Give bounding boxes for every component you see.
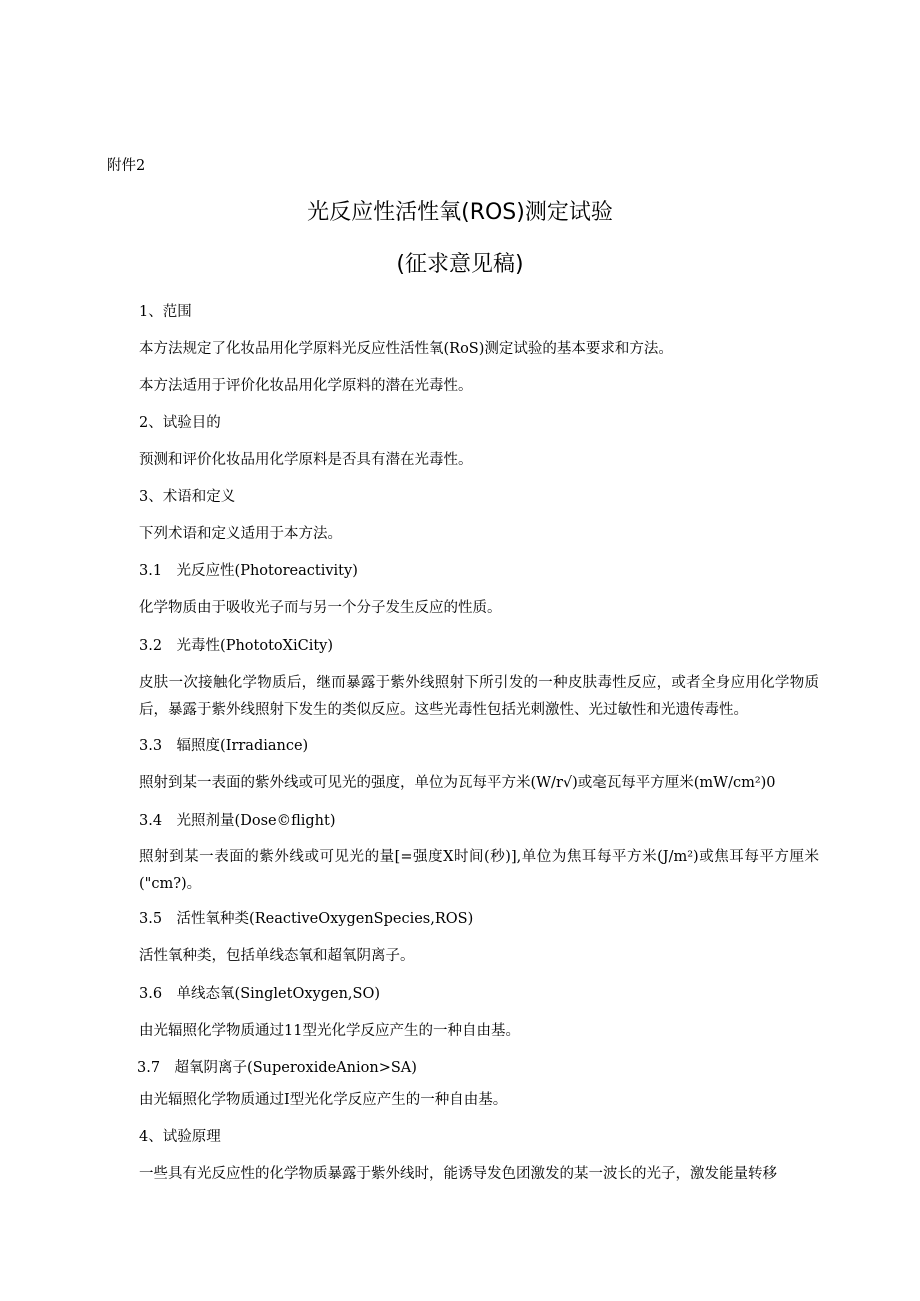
term-3-1-text: 化学物质由于吸收光子而与另一个分子发生反应的性质。	[139, 600, 502, 616]
term-3-7-heading: 3.7 超氧阴离子(SuperoxideAnion>SA)	[137, 1060, 417, 1076]
term-3-6-heading: 3.6 单线态氧(SingletOxygen,SO)	[139, 986, 380, 1002]
section-3-paragraph-1: 下列术语和定义适用于本方法。	[139, 526, 342, 542]
section-1-paragraph-2: 本方法适用于评价化妆品用化学原料的潜在光毒性。	[139, 378, 473, 394]
attachment-label: 附件2	[107, 158, 146, 174]
document-title: 光反应性活性氧(ROS)测定试验	[307, 200, 613, 225]
term-3-6-text: 由光辐照化学物质通过11型光化学反应产生的一种自由基。	[139, 1023, 520, 1039]
section-4-heading: 4、试验原理	[139, 1129, 221, 1145]
term-3-1-heading: 3.1 光反应性(Photoreactivity)	[139, 563, 358, 579]
section-3-heading: 3、术语和定义	[139, 489, 236, 505]
section-1-heading: 1、范围	[139, 304, 192, 320]
section-4-paragraph-1: 一些具有光反应性的化学物质暴露于紫外线时，能诱导发色团激发的某一波长的光子，激发能量转移	[139, 1166, 777, 1182]
term-3-7-text: 由光辐照化学物质通过I型光化学反应产生的一种自由基。	[139, 1092, 508, 1108]
term-3-2-text: 皮肤一次接触化学物质后，继而暴露于紫外线照射下所引发的一种皮肤毒性反应，或者全身应用化学物质后，暴露于紫外线照射下发生的类似反应。这些光毒性包括光刺激性、光过敏性和光遗传毒性。	[139, 675, 819, 718]
term-3-5-text: 活性氧种类，包括单线态氧和超氧阴离子。	[139, 948, 415, 964]
term-3-4-heading: 3.4 光照剂量(Dose©flight)	[139, 813, 336, 829]
section-2-heading: 2、试验目的	[139, 415, 221, 431]
document-subtitle: (征求意见稿)	[396, 252, 524, 277]
term-3-2-heading: 3.2 光毒性(PhototoXiCity)	[139, 638, 334, 654]
section-2-paragraph-1: 预测和评价化妆品用化学原料是否具有潜在光毒性。	[139, 452, 473, 468]
term-3-3-text: 照射到某一表面的紫外线或可见光的强度，单位为瓦每平方米(W/r√)或毫瓦每平方厘米(mW/cm²)0	[139, 775, 776, 791]
term-3-3-heading: 3.3 辐照度(Irradiance)	[139, 738, 309, 754]
section-1-paragraph-1: 本方法规定了化妆品用化学原料光反应性活性氧(RoS)测定试验的基本要求和方法。	[139, 341, 673, 357]
term-3-5-heading: 3.5 活性氧种类(ReactiveOxygenSpecies,ROS)	[139, 911, 474, 927]
term-3-4-text: 照射到某一表面的紫外线或可见光的量[=强度X时间(秒)],单位为焦耳每平方米(J/m²)或焦耳每平方厘米("cm?)。	[139, 849, 819, 892]
